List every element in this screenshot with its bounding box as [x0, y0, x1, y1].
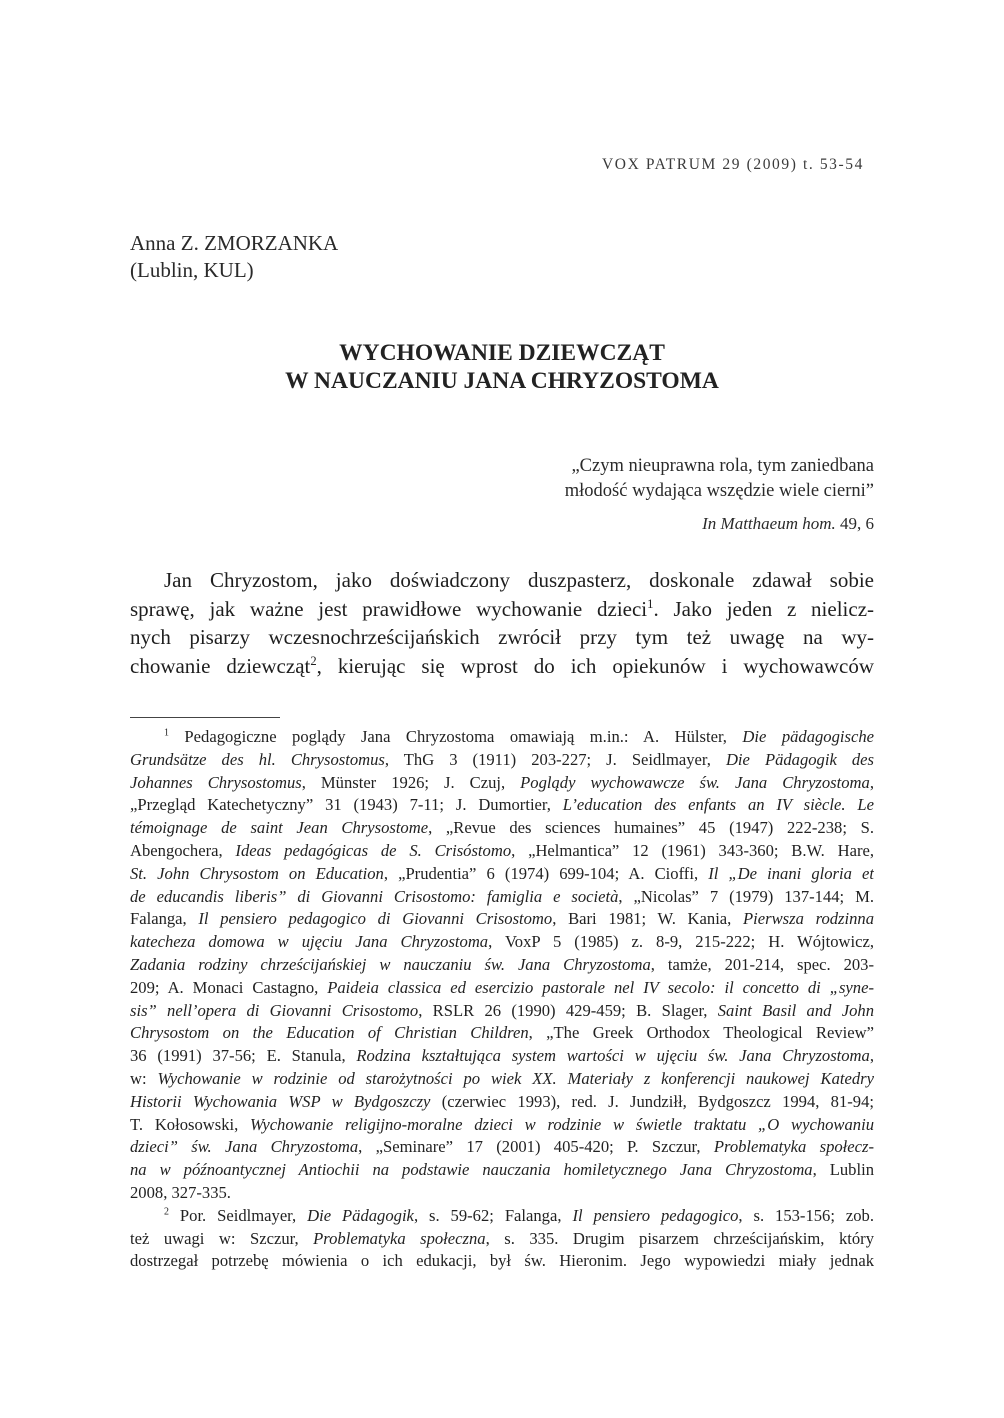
article-title	[130, 339, 874, 395]
text-run: , s. 335. Drugim pisarzem chrześcijańskim, który	[485, 1228, 874, 1248]
author-block	[130, 230, 338, 284]
italic-text: Ideas pedagógicas de S. Crisóstomo	[235, 840, 512, 860]
footnote-line	[130, 1228, 874, 1251]
text-run: 209; A. Monaci Castagno,	[130, 977, 328, 997]
text-run: Abengochera,	[130, 840, 236, 860]
text-run: . Jako jeden z nielicz-	[653, 596, 874, 621]
footnote-marker: 1	[647, 596, 654, 611]
footnote-line	[130, 1045, 874, 1068]
footnote-line	[130, 908, 874, 931]
italic-text: Il pensiero pedagogico di Giovanni Crisostomo	[198, 909, 553, 929]
footnote-line	[130, 726, 874, 749]
text-run: ,	[869, 772, 874, 792]
italic-text: Die pädagogische	[742, 727, 874, 746]
italic-text: Il pensiero pedagogico	[572, 1205, 739, 1225]
text-run: ,	[869, 1046, 874, 1066]
footnote-line	[130, 886, 874, 909]
footnote-line	[130, 1022, 874, 1045]
italic-text: Rodzina kształtująca system wartości w ujęciu św. Jana Chryzostoma	[356, 1046, 870, 1066]
footnote-line	[130, 1136, 874, 1159]
italic-text: Grundsätze des hl. Chrysostomus	[130, 749, 385, 769]
footnote-line	[130, 1205, 874, 1228]
text-run: , „Helmantica” 12 (1961) 343-360; B.W. Hare,	[511, 840, 874, 860]
footnote-marker: 1	[164, 727, 169, 739]
italic-text: sis” nell’opera di Giovanni Crisostomo	[130, 1000, 419, 1020]
italic-text: Die Pädagogik	[307, 1205, 414, 1225]
text-run: , Bari 1981; W. Kania,	[552, 909, 744, 929]
motto-source-title: In Matthaeum hom.	[702, 514, 836, 533]
text-run: Pedagogiczne poglądy Jana Chryzostoma omawiają m.in.: A. Hülster,	[168, 727, 743, 746]
italic-text: Problematyka społeczna	[313, 1228, 486, 1248]
footnote-line	[130, 840, 874, 863]
motto-source-ref: 49, 6	[835, 514, 874, 533]
body-line	[130, 595, 874, 624]
text-run: T. Kołosowski,	[130, 1114, 251, 1134]
italic-text: Wychowanie w rodzinie od starożytności po wiek XX. Materiały z konferencji naukowej Katedry	[157, 1068, 874, 1088]
italic-text: Saint Basil and John	[717, 1000, 874, 1020]
text-run: , VoxP 5 (1985) z. 8-9, 215-222; H. Wójtowicz,	[488, 932, 874, 952]
text-run: , ThG 3 (1911) 203-227; J. Seidlmayer,	[384, 749, 726, 769]
footnote-marker: 2	[164, 1206, 169, 1218]
text-run: , „Seminare” 17 (2001) 405-420; P. Szczur,	[358, 1137, 714, 1157]
text-run: , „Prudentia” 6 (1974) 699-104; A. Cioffi,	[383, 863, 709, 883]
text-run: Jan Chryzostom, jako doświadczony duszpasterz, doskonale zdawał sobie	[164, 568, 874, 592]
title-line-1: WYCHOWANIE DZIEWCZĄT	[339, 340, 665, 366]
italic-text: L’education des enfants an IV siècle. Le	[562, 795, 874, 815]
italic-text: Wychowanie religijno-moralne dzieci w rodzinie w świetle traktatu „O wychowaniu	[250, 1114, 874, 1134]
italic-text: katecheza domowa w ujęciu Jana Chryzostoma	[130, 932, 489, 952]
author-name: Anna Z. ZMORZANKA	[130, 231, 339, 255]
text-run: też uwagi w: Szczur,	[130, 1228, 314, 1248]
italic-text: Problematyka społecz-	[713, 1137, 874, 1157]
body-line	[130, 623, 874, 652]
text-run: , RSLR 26 (1990) 429-459; B. Slager,	[418, 1000, 718, 1020]
text-run: „Przegląd Katechetyczny” 31 (1943) 7-11; J. Dumortier,	[130, 795, 563, 815]
footnote-line	[130, 1159, 874, 1182]
text-run: dostrzegał potrzebę mówienia o ich edukacji, był św. Hieronim. Jego wypowiedzi miały jednak	[130, 1251, 874, 1271]
text-run: 36 (1991) 37-56; E. Stanula,	[130, 1046, 357, 1066]
text-run: nych pisarzy wczesnochrześcijańskich zwrócił przy tym też uwagę na wy-	[130, 625, 874, 649]
motto-source	[400, 513, 874, 535]
text-run: , „The Greek Orthodox Theological Review”	[528, 1023, 874, 1043]
text-run: Falanga,	[130, 909, 199, 929]
italic-text: Pierwsza rodzinna	[743, 909, 874, 929]
italic-text: Poglądy wychowawcze św. Jana Chryzostoma	[520, 772, 870, 792]
footnote-line	[130, 863, 874, 886]
italic-text: Il „De inani gloria et	[708, 863, 874, 883]
italic-text: na w późnoantycznej Antiochii na podstawie nauczania homiletycznego Jana Chryzostoma	[130, 1160, 813, 1180]
body-paragraph	[130, 566, 874, 680]
text-run: , s. 153-156; zob.	[738, 1205, 874, 1225]
italic-text: témoignage de saint Jean Chrysostome	[130, 818, 429, 838]
body-line	[130, 652, 874, 681]
text-run: chowanie dziewcząt	[130, 653, 311, 678]
footnote-line	[130, 1182, 874, 1205]
text-run: sprawę, jak ważne jest prawidłowe wychowanie dzieci	[130, 596, 648, 621]
text-run: Por. Seidlmayer,	[168, 1205, 308, 1225]
text-run: , tamże, 201-214, spec. 203-	[650, 954, 874, 974]
text-run: , kierując się wprost do ich opiekunów i wychowawców	[316, 653, 874, 678]
motto-line-2: młodość wydająca wszędzie wiele cierni”	[564, 481, 874, 501]
footnote-line	[130, 1068, 874, 1091]
body-line	[130, 566, 874, 595]
text-run: 2008, 327-335.	[130, 1182, 231, 1202]
running-head: VOX PATRUM 29 (2009) t. 53-54	[602, 156, 864, 173]
footnote-line	[130, 954, 874, 977]
text-run: , s. 59-62; Falanga,	[413, 1205, 573, 1225]
footnote-line	[130, 817, 874, 840]
italic-text: St. John Chrysostom on Education	[130, 863, 384, 883]
italic-text: de educandis liberis” di Giovanni Crisostomo: famiglia e società	[130, 886, 619, 906]
italic-text: Die Pädagogik des	[725, 749, 874, 769]
footnote-line	[130, 1091, 874, 1114]
footnote-line	[130, 931, 874, 954]
text-run: (czerwiec 1993), red. J. Jundziłł, Bydgoszcz 1994, 81-94;	[430, 1091, 874, 1111]
footnote-line	[130, 749, 874, 772]
text-run: , Münster 1926; J. Czuj,	[301, 772, 521, 792]
footnote-line	[130, 1250, 874, 1273]
italic-text: Historii Wychowania WSP w Bydgoszczy	[130, 1091, 431, 1111]
footnote-line	[130, 1000, 874, 1023]
text-run: , „Revue des sciences humaines” 45 (1947) 222-238; S.	[428, 818, 874, 838]
footnote-separator	[130, 717, 280, 718]
motto-line-1: „Czym nieuprawna rola, tym zaniedbana	[571, 456, 874, 476]
author-affiliation: (Lublin, KUL)	[130, 258, 254, 282]
title-line-2: W NAUCZANIU JANA CHRYZOSTOMA	[285, 368, 719, 394]
footnotes-section	[130, 726, 874, 1273]
italic-text: Johannes Chrysostomus	[130, 772, 302, 792]
footnote-marker: 2	[310, 653, 317, 668]
footnote-line	[130, 1114, 874, 1137]
footnote-line	[130, 772, 874, 795]
italic-text: Zadania rodziny chrześcijańskiej w nauczaniu św. Jana Chryzostoma	[130, 954, 651, 974]
footnote-line	[130, 794, 874, 817]
italic-text: Paideia classica ed esercizio pastorale nel IV secolo: il concetto di „syne-	[327, 977, 874, 997]
motto-epigraph	[400, 454, 874, 535]
text-run: , „Nicolas” 7 (1979) 137-144; M.	[618, 886, 874, 906]
text-run: w:	[130, 1068, 158, 1088]
italic-text: dzieci” św. Jana Chryzostoma	[130, 1137, 359, 1157]
footnote-line	[130, 977, 874, 1000]
text-run: , Lublin	[812, 1160, 874, 1180]
italic-text: Chrysostom on the Education of Christian Children	[130, 1023, 529, 1043]
